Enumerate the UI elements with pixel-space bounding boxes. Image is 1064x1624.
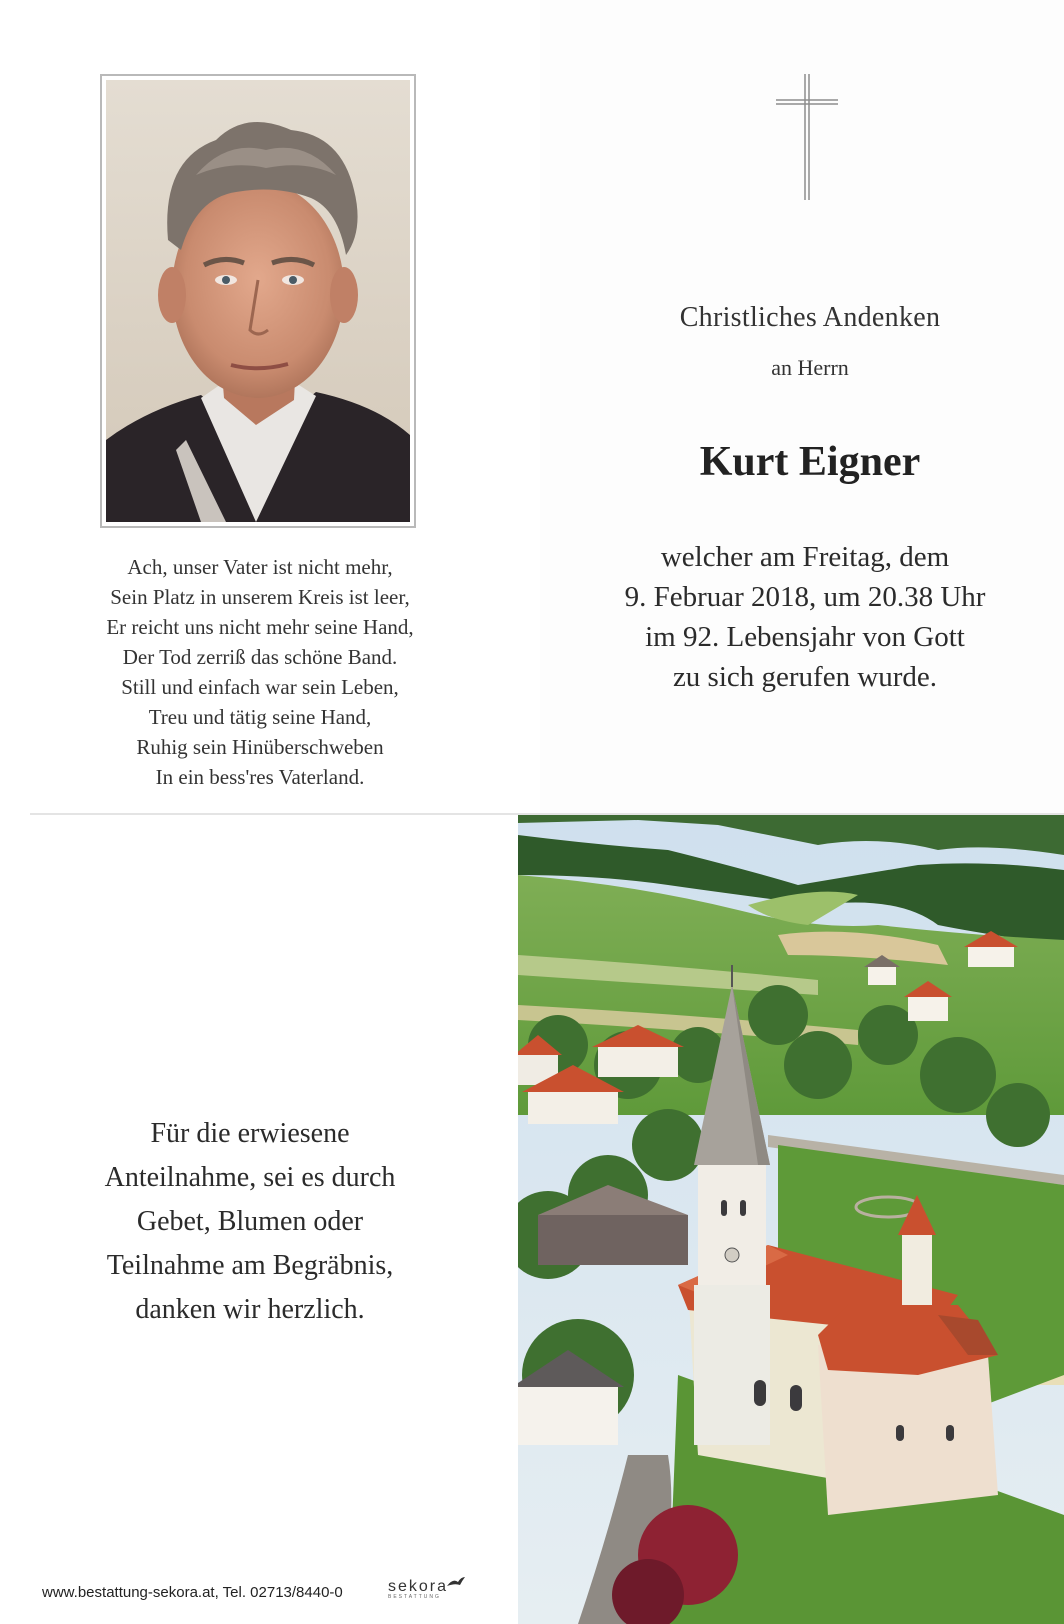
bird-icon xyxy=(446,1576,466,1590)
poem-line: Er reicht uns nicht mehr seine Hand, xyxy=(106,615,414,639)
salutation: an Herrn xyxy=(771,355,849,380)
cross-icon xyxy=(772,72,842,202)
footer-contact: www.bestattung-sekora.at, Tel. 02713/8440-0 xyxy=(42,1584,343,1601)
thanks-line: Anteilnahme, sei es durch xyxy=(104,1162,396,1193)
thanks-line: Für die erwiesene xyxy=(150,1118,350,1149)
poem-line: Der Tod zerriß das schöne Band. xyxy=(122,645,398,669)
poem-line: Ach, unser Vater ist nicht mehr, xyxy=(127,555,393,579)
village-church-photo xyxy=(518,815,1064,1624)
thanks-line: Teilnahme am Begräbnis, xyxy=(106,1250,394,1281)
thanks-line: Gebet, Blumen oder xyxy=(136,1206,364,1237)
poem-line: Ruhig sein Hinüberschweben xyxy=(136,735,384,759)
death-notice xyxy=(580,537,1030,697)
death-notice-line: im 92. Lebensjahr von Gott xyxy=(645,621,965,653)
death-notice-line: zu sich gerufen wurde. xyxy=(672,661,938,693)
sekora-logo xyxy=(388,1578,448,1600)
thanks-text xyxy=(40,1112,460,1332)
deceased-name: Kurt Eigner xyxy=(699,439,921,485)
poem-line: Still und einfach war sein Leben, xyxy=(121,675,399,699)
portrait-frame xyxy=(100,74,416,528)
death-notice-line: 9. Februar 2018, um 20.38 Uhr xyxy=(624,581,986,613)
memorial-heading: Christliches Andenken xyxy=(679,302,941,333)
poem-line: Sein Platz in unserem Kreis ist leer, xyxy=(110,585,410,609)
brand-subtitle: BESTATTUNG xyxy=(388,1594,441,1600)
brand-name: sekora xyxy=(388,1578,449,1595)
portrait-photo xyxy=(106,80,410,522)
poem xyxy=(40,552,480,792)
death-notice-line: welcher am Freitag, dem xyxy=(660,541,950,573)
thanks-line: danken wir herzlich. xyxy=(135,1294,365,1325)
poem-line: In ein bess'res Vaterland. xyxy=(155,765,365,789)
poem-line: Treu und tätig seine Hand, xyxy=(148,705,372,729)
